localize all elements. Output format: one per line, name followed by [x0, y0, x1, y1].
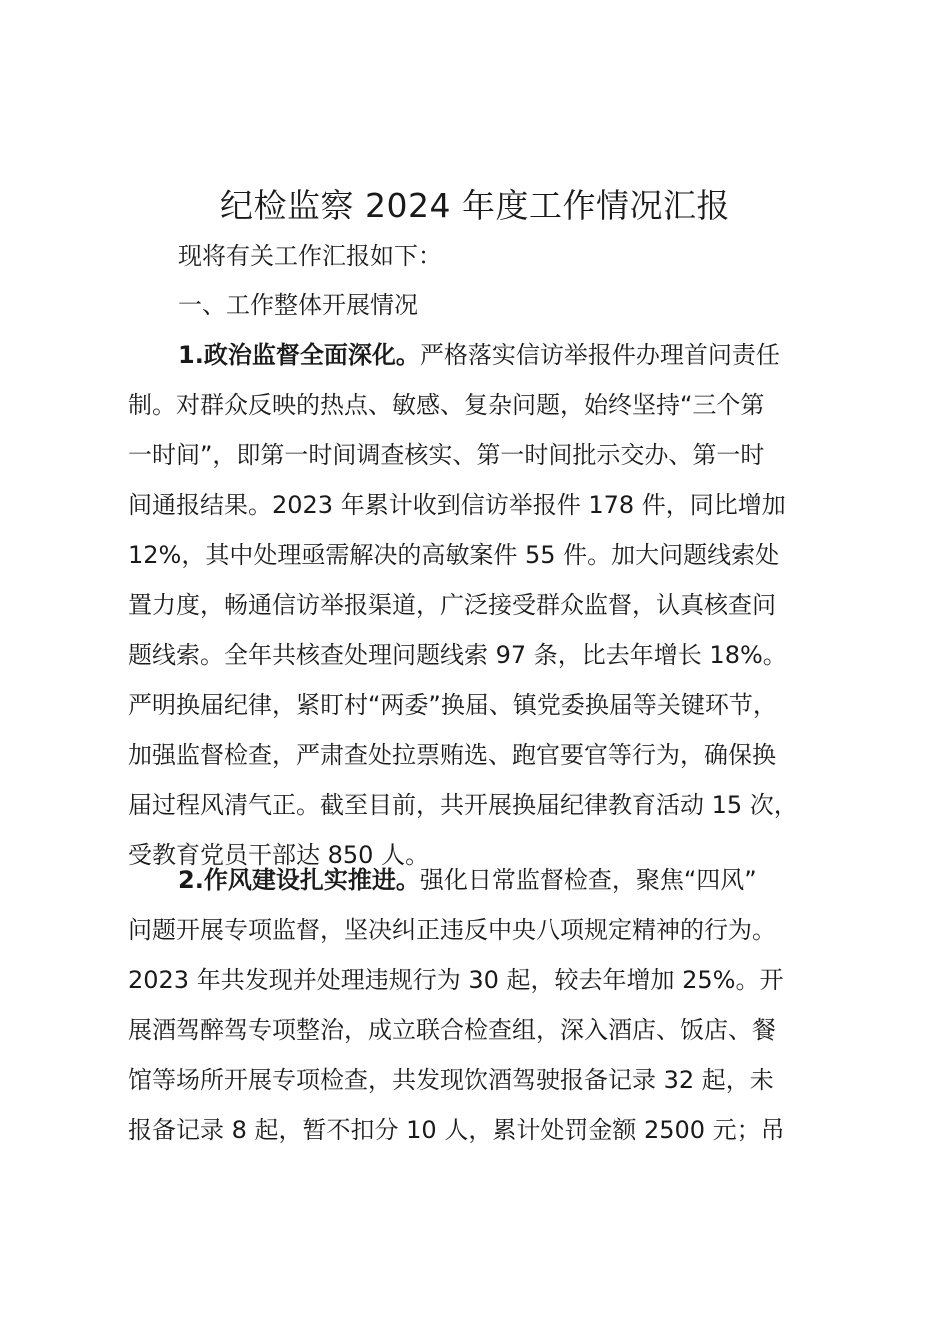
paragraph-line: 加强监督检查，严肃查处拉票贿选、跑官要官等行为，确保换 [128, 741, 776, 769]
paragraph-line: 严明换届纪律，紧盯村“两委”换届、镇党委换届等关键环节， [128, 691, 777, 719]
paragraph-line: 2023 年共发现并处理违规行为 30 起，较去年增加 25%。开 [128, 966, 784, 994]
paragraph-line: 展酒驾醉驾专项整治，成立联合检查组，深入酒店、饭店、餐 [128, 1016, 776, 1044]
section-heading: 一、工作整体开展情况 [178, 291, 418, 319]
paragraph-line: 馆等场所开展专项检查，共发现饮酒驾驶报备记录 32 起，未 [128, 1066, 774, 1094]
paragraph-line: 置力度，畅通信访举报渠道，广泛接受群众监督，认真核查问 [128, 591, 776, 619]
item-lead: 1.政治监督全面深化。 [178, 341, 420, 369]
paragraph-line [128, 330, 848, 380]
document-title: 纪检监察 2024 年度工作情况汇报 [220, 186, 730, 225]
paragraph-line: 12%，其中处理亟需解决的高敏案件 55 件。加大问题线索处 [128, 541, 780, 569]
item-political-supervision [128, 330, 848, 880]
paragraph-line: 届过程风清气正。截至目前，共开展换届纪律教育活动 15 次， [128, 791, 798, 819]
paragraph-line: 受教育党员干部达 850 人。 [128, 841, 430, 869]
paragraph-line: 制。对群众反映的热点、敏感、复杂问题，始终坚持“三个第 [128, 391, 765, 419]
paragraph-line: 报备记录 8 起，暂不扣分 10 人，累计处罚金额 2500 元；吊 [128, 1116, 785, 1144]
item-work-style [128, 855, 848, 1155]
paragraph-line [128, 855, 848, 905]
intro-paragraph: 现将有关工作汇报如下： [178, 242, 442, 270]
paragraph-line: 间通报结果。2023 年累计收到信访举报件 178 件，同比增加 [128, 491, 786, 519]
item-text: 强化日常监督检查，聚焦“四风” [419, 866, 757, 894]
paragraph-line: 一时间”，即第一时间调查核实、第一时间批示交办、第一时 [128, 441, 765, 469]
paragraph-line: 题线索。全年共核查处理问题线索 97 条，比去年增长 18%。 [128, 641, 787, 669]
item-lead: 2.作风建设扎实推进。 [178, 866, 420, 894]
item-text: 严格落实信访举报件办理首问责任 [419, 341, 780, 369]
paragraph-line: 问题开展专项监督，坚决纠正违反中央八项规定精神的行为。 [128, 916, 776, 944]
